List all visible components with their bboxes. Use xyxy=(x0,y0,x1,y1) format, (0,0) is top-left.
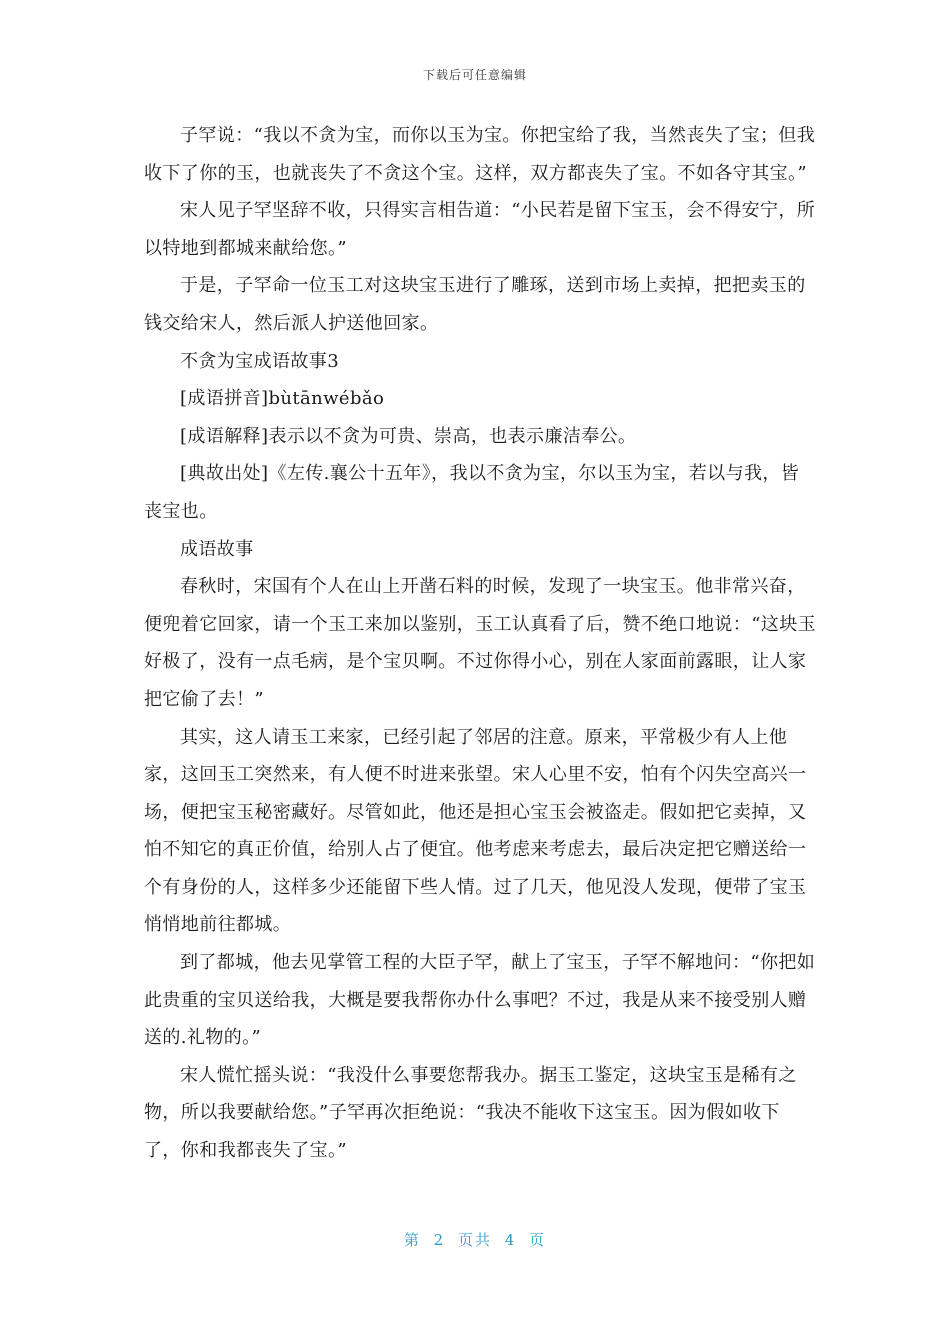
paragraph-story-refusal: 宋人慌忙摇头说：“我没什么事要您帮我办。据玉工鉴定，这块宝玉是稀有之物，所以我要献给您。”子罕再次拒绝说：“我决不能收下这宝玉。因为假如收下了，你和我都丧失了宝。” xyxy=(144,1064,797,1162)
paragraph-jade-carved: 于是，子罕命一位玉工对这块宝玉进行了雕琢，送到市场上卖掉，把把卖玉的钱交给宋人，然后派人护送他回家。 xyxy=(144,275,806,334)
page-header: 下载后可任意编辑 xyxy=(422,68,527,82)
paragraph-story-capital: 到了都城，他去见掌管工程的大臣子罕，献上了宝玉，子罕不解地问：“你把如此贵重的宝贝送给我，大概是要我帮你办什么事吧？不过，我是从来不接受别人赠送的.礼物的。” xyxy=(144,952,816,1049)
paragraph-song-man-reply: 宋人见子罕坚辞不收，只得实言相告道：“小民若是留下宝玉，会不得安宁，所以特地到都城来献给您。” xyxy=(144,200,816,259)
section-title-story-3: 不贪为宝成语故事3 xyxy=(180,350,340,372)
paragraph-zihan-speech: 子罕说：“我以不贪为宝，而你以玉为宝。你把宝给了我，当然丧失了宝；但我收下了你的玉，也就丧失了不贪这个宝。这样，双方都丧失了宝。不如各守其宝。” xyxy=(144,125,816,184)
paragraph-story-found-jade: 春秋时，宋国有个人在山上开凿石料的时候，发现了一块宝玉。他非常兴奋，便兜着它回家，请一个玉工来加以鉴别，玉工认真看了后，赞不绝口地说：“这块玉好极了，没有一点毛病，是个宝贝啊。不过你得小心，别在人家面前露眼，让人家把它偷了去！” xyxy=(144,576,816,710)
idiom-source: [典故出处]《左传.襄公十五年》，我以不贪为宝，尔以玉为宝，若以与我，皆丧宝也。 xyxy=(144,463,800,522)
page-number-footer: 第 2 页共 4 页 xyxy=(403,1231,547,1249)
section-title-idiom-story: 成语故事 xyxy=(180,538,254,560)
paragraph-story-neighbors: 其实，这人请玉工来家，已经引起了邻居的注意。原来，平常极少有人上他家，这回玉工突然来，有人便不时进来张望。宋人心里不安，怕有个闪失空高兴一场，便把宝玉秘密藏好。尽管如此，他还是担心宝玉会被盗走。假如把它卖掉，又怕不知它的真正价值，给别人占了便宜。他考虑来考虑去，最后决定把它赠送给一个有身份的人，这样多少还能留下些人情。过了几天，他见没人发现，便带了宝玉悄悄地前往都城。 xyxy=(144,726,807,936)
idiom-pinyin: [成语拼音]bùtānwébǎo xyxy=(180,388,385,410)
idiom-explanation: [成语解释]表示以不贪为可贵、崇高，也表示廉洁奉公。 xyxy=(180,425,637,447)
document-body xyxy=(144,117,816,1170)
